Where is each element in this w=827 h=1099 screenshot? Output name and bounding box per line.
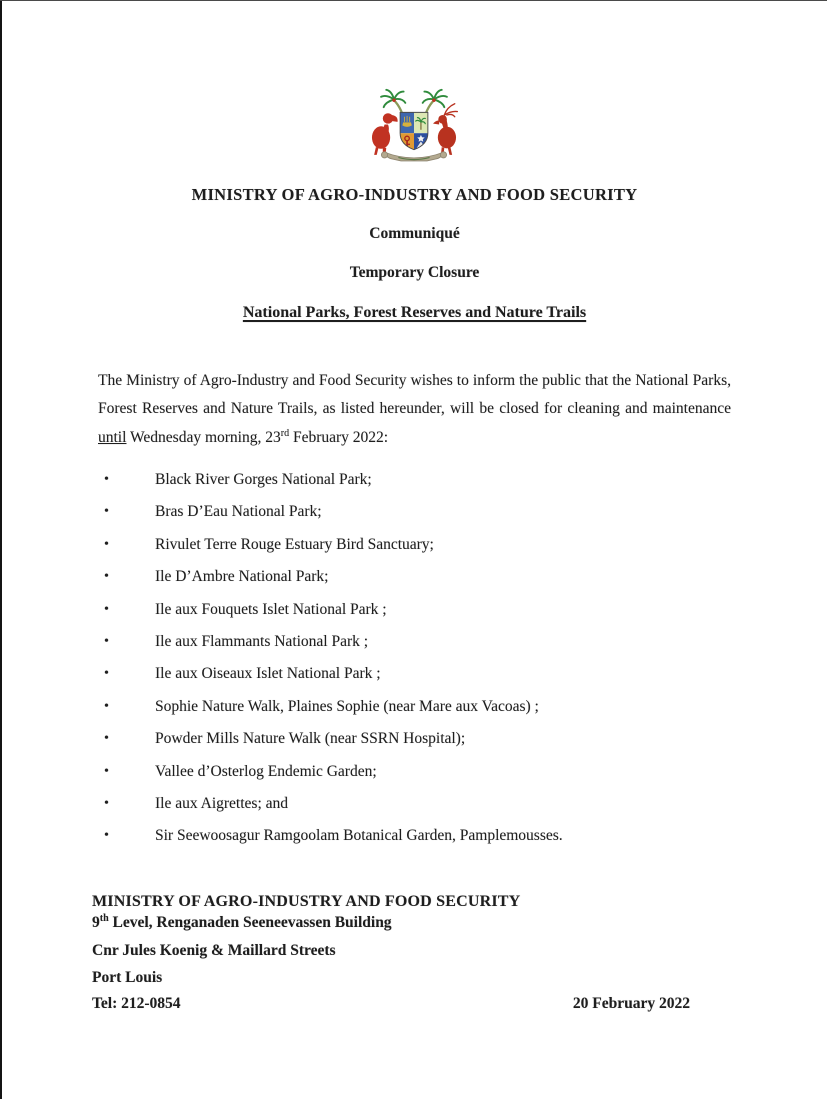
list-item: [98, 535, 731, 567]
list-item: [98, 664, 731, 696]
intro-text-start: The Ministry of Agro-Industry and Food Security wishes to inform the public that the National Parks, Forest Reserves and Nature Trails, as listed hereunder, will be closed for cleaning and maintenance: [98, 371, 731, 417]
footer-address-city: Port Louis: [92, 969, 163, 986]
communique-label: Communiqué: [369, 225, 460, 242]
list-item-text: Ile aux Flammants National Park ;: [155, 632, 369, 650]
bullet-icon: •: [104, 569, 109, 585]
bullet-icon: •: [104, 795, 109, 811]
footer-tel-date-row: [92, 995, 690, 1013]
footer-level-number: 9: [92, 914, 100, 931]
bullet-icon: •: [104, 601, 109, 617]
ordinal-suffix: rd: [280, 427, 290, 439]
coat-of-arms-icon: [362, 88, 466, 168]
intro-text-middle: Wednesday morning, 23: [126, 428, 281, 446]
list-item-text: Sir Seewoosagur Ramgoolam Botanical Garden, Pamplemousses.: [155, 827, 563, 845]
list-item: [98, 729, 731, 761]
list-item-text: Sophie Nature Walk, Plaines Sophie (near Mare aux Vacoas) ;: [155, 697, 539, 715]
parks-list: [98, 470, 731, 859]
document-title: MINISTRY OF AGRO-INDUSTRY AND FOOD SECURITY: [191, 185, 638, 204]
deer-icon: [433, 104, 457, 155]
list-item: [98, 470, 731, 502]
list-item-text: Ile aux Oiseaux Islet National Park ;: [155, 665, 381, 683]
footer-address-street: Cnr Jules Koenig & Maillard Streets: [92, 942, 336, 959]
bullet-icon: •: [104, 536, 109, 552]
list-item: [98, 632, 731, 664]
shield-icon: [400, 112, 428, 150]
subject-line-text: National Parks, Forest Reserves and Nature Trails: [242, 304, 587, 321]
list-item: [98, 502, 731, 534]
footer-address-level: [92, 914, 690, 932]
list-item-text: Ile aux Aigrettes; and: [155, 794, 288, 812]
list-item-text: Black River Gorges National Park;: [155, 471, 372, 488]
bullet-icon: •: [104, 633, 109, 649]
list-item-text: Powder Mills Nature Walk (near SSRN Hospital);: [155, 730, 466, 748]
list-item: [98, 794, 731, 826]
list-item-text: Bras D’Eau National Park;: [155, 503, 322, 521]
scroll-banner-icon: [381, 152, 446, 161]
list-item: [98, 697, 731, 729]
intro-paragraph: [98, 367, 731, 453]
list-item: [98, 567, 731, 599]
bullet-icon: •: [104, 472, 109, 487]
list-item-text: Ile aux Fouquets Islet National Park ;: [155, 600, 387, 618]
bullet-icon: •: [104, 698, 109, 714]
bullet-icon: •: [104, 504, 109, 520]
scan-edge-left: [0, 0, 2, 1099]
bullet-icon: •: [104, 666, 109, 682]
intro-text-end: February 2022:: [289, 428, 389, 446]
temporary-closure-label: Temporary Closure: [349, 264, 480, 281]
list-item-text: Rivulet Terre Rouge Estuary Bird Sanctuary;: [155, 535, 434, 553]
scan-edge-top: [0, 0, 827, 1]
bullet-icon: •: [104, 763, 109, 779]
footer-ministry-name: MINISTRY OF AGRO-INDUSTRY AND FOOD SECURITY: [92, 893, 521, 910]
bullet-icon: •: [104, 828, 109, 844]
footer-date: 20 February 2022: [572, 995, 690, 1012]
bullet-icon: •: [104, 731, 109, 747]
coat-of-arms-emblem: [362, 88, 466, 173]
list-item-text: Ile D’Ambre National Park;: [155, 568, 329, 586]
dodo-icon: [371, 113, 397, 155]
list-item: [98, 600, 731, 632]
footer-address-block: [92, 893, 690, 1013]
list-item: [98, 762, 731, 794]
subject-line: [98, 304, 731, 322]
footer-level-suffix: th: [99, 912, 109, 924]
footer-telephone: Tel: 212-0854: [92, 995, 181, 1012]
intro-underlined-word: until: [98, 428, 127, 446]
list-item: [98, 826, 731, 858]
footer-level-rest: Level, Renganaden Seeneevassen Building: [108, 914, 392, 931]
list-item-text: Vallee d’Osterlog Endemic Garden;: [155, 762, 377, 780]
